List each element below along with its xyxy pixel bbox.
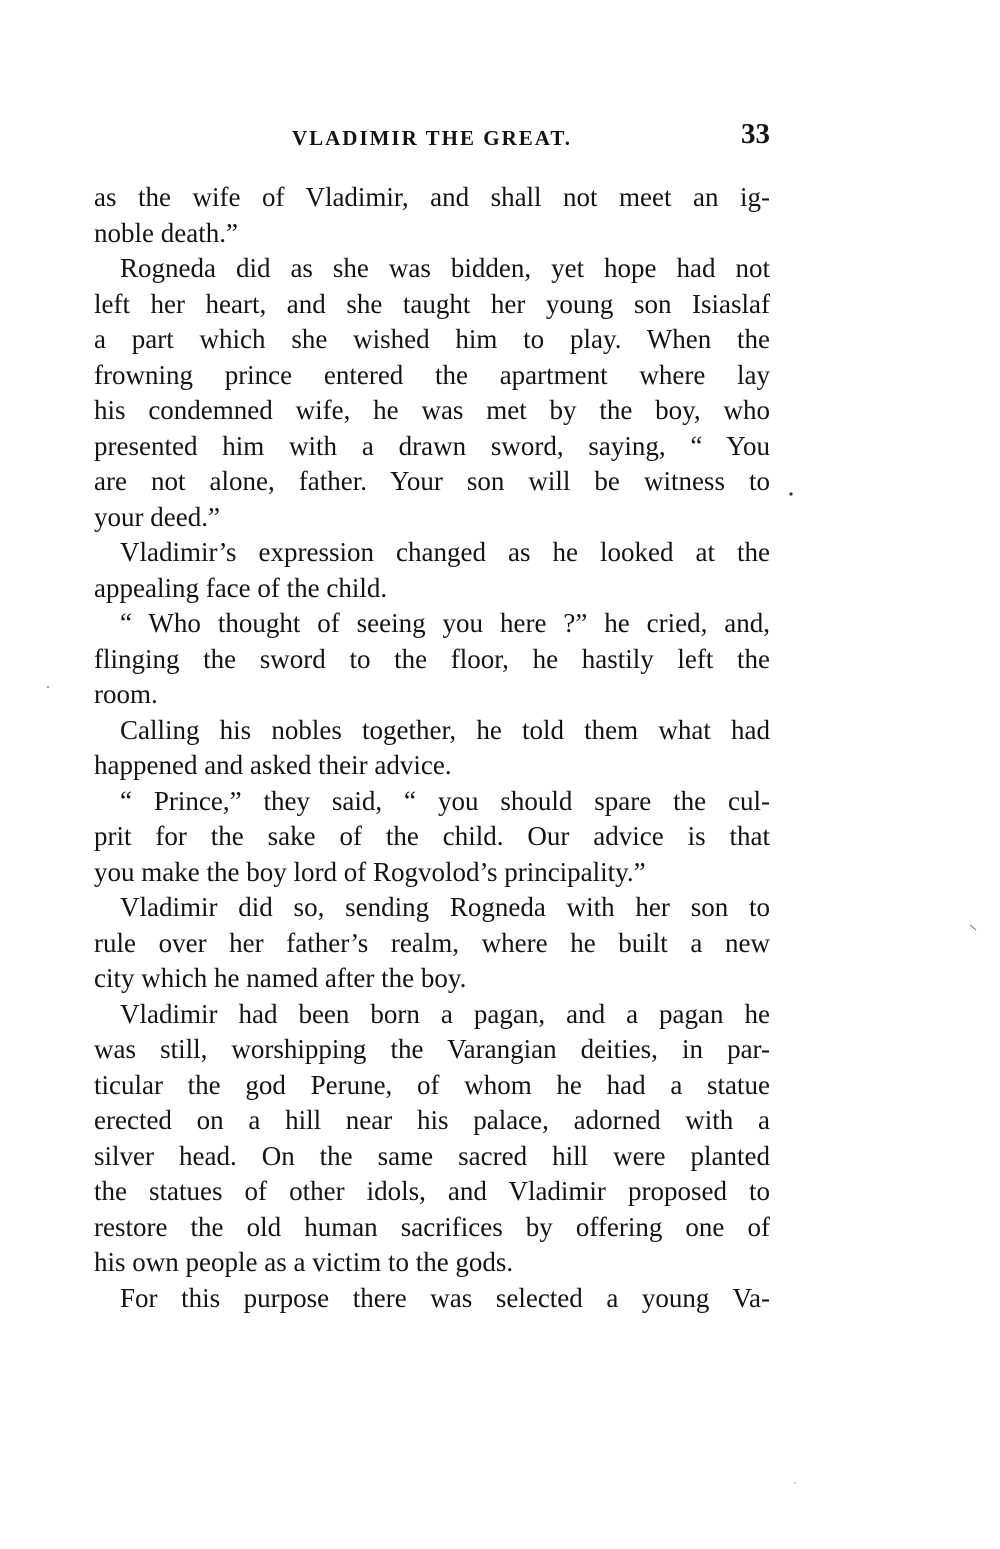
text-line: “ Prince,” they said, “ you should spare the cul-: [120, 785, 770, 816]
text-line: are not alone, father. Your son will be witness to: [94, 466, 770, 496]
text-line: presented him with a drawn sword, saying, “ You: [94, 430, 770, 461]
text-line: his own people as a victim to the gods.: [94, 1247, 514, 1277]
text-line: ticular the god Perune, of whom he had a statue: [94, 1069, 770, 1100]
text-line: prit for the sake of the child. Our advice is that: [94, 821, 770, 851]
text-line: erected on a hill near his palace, adorned with a: [94, 1105, 770, 1135]
text-line: as the wife of Vladimir, and shall not meet an ig-: [94, 182, 770, 212]
text-line: frowning prince entered the apartment where lay: [94, 359, 770, 390]
text-line: your deed.”: [94, 501, 220, 532]
text-line: his condemned wife, he was met by the boy, who: [94, 395, 770, 425]
running-head: [94, 118, 770, 158]
text-line: flinging the sword to the floor, he hastily left the: [94, 643, 770, 674]
text-line: happened and asked their advice.: [94, 750, 452, 780]
text-line: Calling his nobles together, he told them what had: [120, 714, 770, 745]
text-line: room.: [94, 679, 158, 709]
text-line: Rogneda did as she was bidden, yet hope had not: [120, 253, 770, 283]
text-line: rule over her father’s realm, where he built a new: [94, 927, 770, 958]
text-line: was still, worshipping the Varangian deities, in par-: [94, 1034, 770, 1064]
text-line: Vladimir had been born a pagan, and a pagan he: [120, 998, 770, 1029]
ink-speck: [970, 925, 976, 930]
ink-speck: [789, 492, 792, 495]
text-line: city which he named after the boy.: [94, 963, 467, 993]
running-title: VLADIMIR THE GREAT.: [291, 126, 573, 150]
text-line: a part which she wished him to play. When the: [94, 324, 770, 354]
text-line: the statues of other idols, and Vladimir proposed to: [94, 1176, 770, 1206]
ink-speck: [47, 686, 49, 688]
text-line: Vladimir’s expression changed as he looked at the: [120, 537, 770, 567]
text-line: appealing face of the child.: [94, 572, 388, 603]
text-line: “ Who thought of seeing you here ?” he cried, and,: [120, 608, 770, 638]
text-line: Vladimir did so, sending Rogneda with her son to: [120, 892, 770, 922]
page-number: 33: [741, 118, 770, 150]
text-line: you make the boy lord of Rogvolod’s principality.”: [94, 856, 646, 887]
text-line: noble death.”: [94, 217, 238, 248]
text-line: silver head. On the same sacred hill were planted: [94, 1140, 770, 1171]
ink-speck: [794, 1482, 796, 1484]
text-line: For this purpose there was selected a young Va-: [120, 1282, 770, 1313]
body-text: [94, 180, 770, 1316]
text-line: left her heart, and she taught her young son Isiaslaf: [94, 288, 770, 319]
text-line: restore the old human sacrifices by offering one of: [94, 1211, 770, 1242]
